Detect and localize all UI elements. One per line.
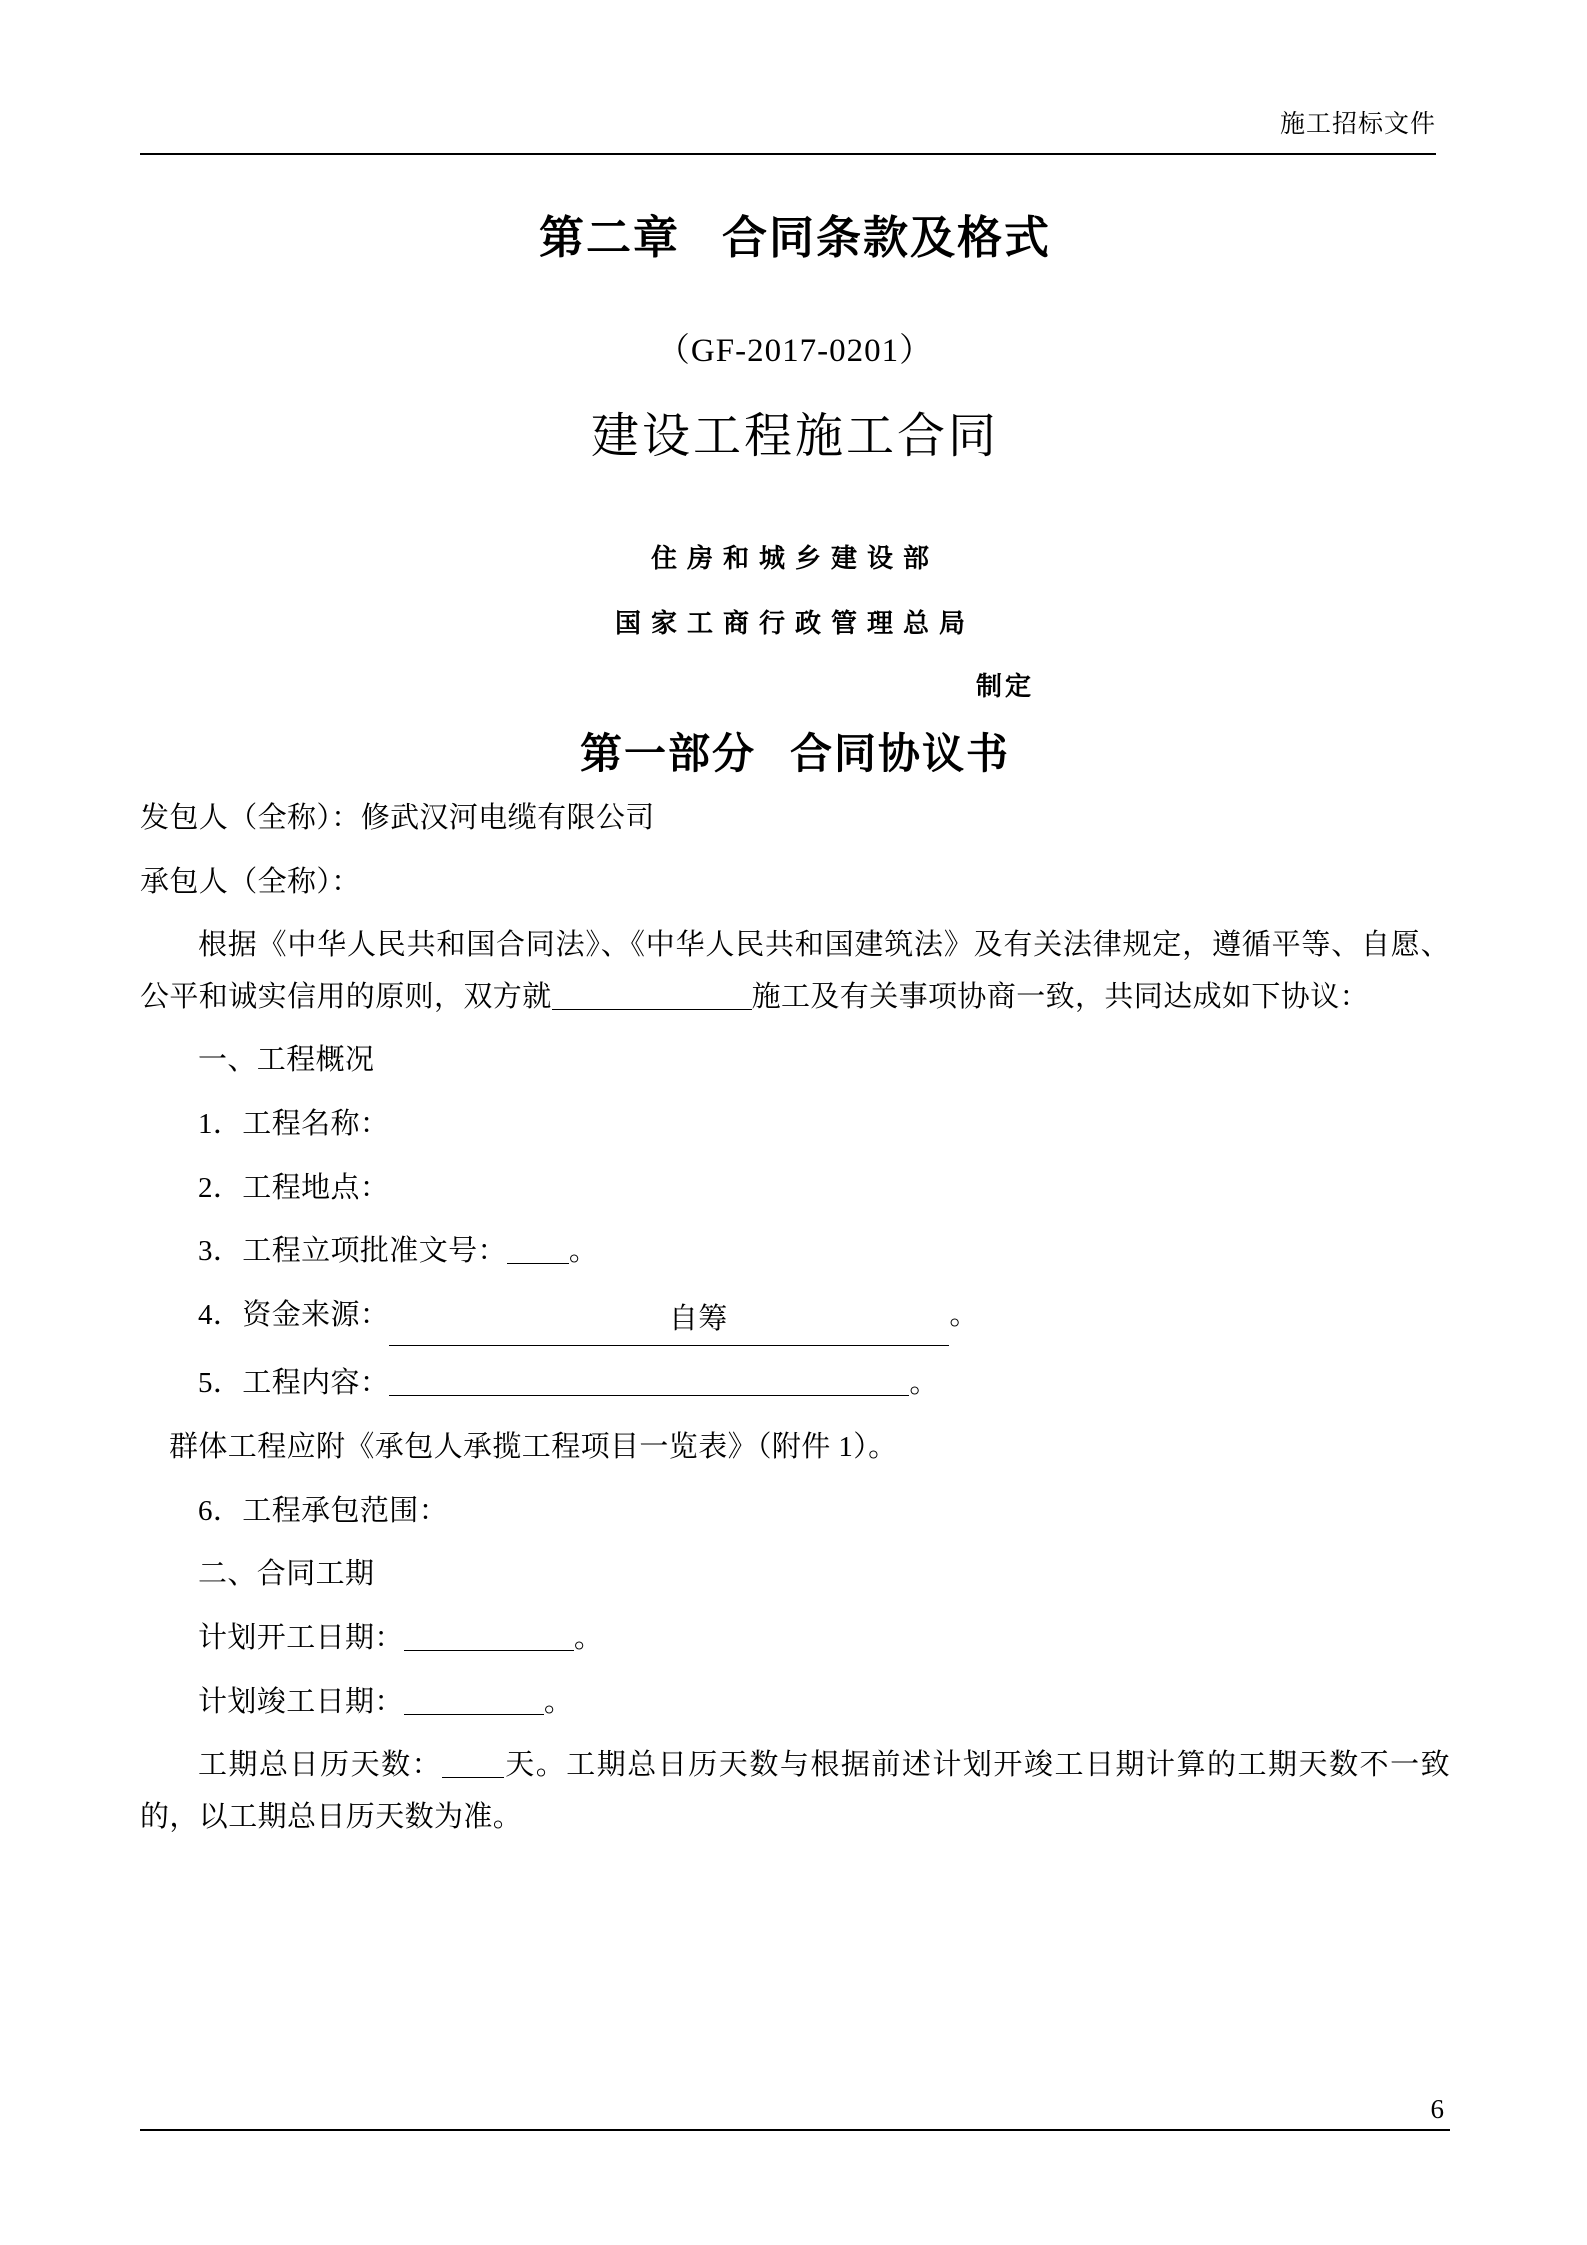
item-planned-start-date bbox=[140, 1613, 1450, 1665]
item-funding-source-period: 。 bbox=[949, 1298, 979, 1331]
item-total-calendar-days-label: 工期总日历天数： bbox=[198, 1749, 443, 1782]
footer-divider bbox=[140, 2129, 1450, 2131]
item-planned-start-date-period: 。 bbox=[573, 1621, 604, 1654]
item-approval-number-label: 3．工程立项批准文号： bbox=[198, 1235, 507, 1268]
preamble-text-part1: 根据《中华人民共和国合同法》、《中华人民共和国建筑法》及有关法律规定，遵循平等、自愿、公平和诚实信用的原则，双方就 bbox=[140, 929, 1450, 1013]
header-divider bbox=[140, 153, 1436, 155]
group-project-note: 群体工程应附《承包人承揽工程项目一览表》（附件 1）。 bbox=[169, 1431, 898, 1464]
item-planned-end-date bbox=[140, 1677, 1450, 1729]
funding-source-value: 自筹 bbox=[389, 1294, 949, 1347]
item-approval-number bbox=[140, 1226, 1450, 1278]
item-project-name: 1．工程名称： bbox=[198, 1108, 390, 1141]
employer-value: 修武汉河电缆有限公司 bbox=[360, 802, 655, 834]
part-title-number: 第一部分 bbox=[579, 730, 756, 777]
item-contract-scope: 6．工程承包范围： bbox=[198, 1494, 449, 1527]
preamble-text-part2: 施工及有关事项协商一致，共同达成如下协议： bbox=[751, 980, 1370, 1013]
item-project-content bbox=[140, 1358, 1450, 1410]
document-main-title: 建设工程施工合同 bbox=[590, 410, 999, 463]
item-funding-source bbox=[140, 1290, 1450, 1347]
part-title-text: 合同协议书 bbox=[790, 730, 1011, 777]
contractor-label: 承包人（全称）： bbox=[140, 865, 361, 898]
approval-number-blank bbox=[507, 1263, 569, 1264]
employer-label: 发包人（全称）： bbox=[140, 802, 361, 834]
item-planned-end-date-label: 计划竣工日期： bbox=[198, 1685, 404, 1718]
chapter-title bbox=[140, 201, 1450, 266]
item-approval-number-period: 。 bbox=[568, 1235, 599, 1268]
project-content-blank bbox=[389, 1395, 909, 1396]
item-total-calendar-days bbox=[140, 1740, 1450, 1843]
item-planned-start-date-label: 计划开工日期： bbox=[198, 1621, 404, 1654]
item-funding-source-label: 4．资金来源： bbox=[198, 1298, 390, 1331]
contractor-line bbox=[140, 857, 1450, 909]
issuer-administration: 国家工商行政管理总局 bbox=[614, 608, 975, 638]
footer-page-number: 6 bbox=[1430, 2094, 1444, 2124]
preamble-paragraph bbox=[140, 920, 1450, 1023]
project-name-blank bbox=[552, 1009, 752, 1010]
document-content bbox=[140, 0, 1450, 1843]
item-project-content-period: 。 bbox=[909, 1367, 939, 1400]
contract-code: （GF-2017-0201） bbox=[656, 333, 934, 369]
made-by-label: 制定 bbox=[975, 671, 1034, 701]
section-heading-contract-duration: 二、合同工期 bbox=[198, 1558, 375, 1591]
chapter-title-text: 合同条款及格式 bbox=[722, 212, 1052, 263]
part-title bbox=[140, 721, 1450, 781]
chapter-title-number: 第二章 bbox=[538, 212, 680, 263]
section-heading-project-overview: 一、工程概况 bbox=[198, 1044, 375, 1077]
item-total-calendar-days-text: 天。工期总日历天数与根据前述计划开竣工日期计算的工期天数不一致的，以工期总日历天数为准。 bbox=[140, 1749, 1451, 1833]
employer-line bbox=[140, 793, 1450, 845]
running-header-text: 施工招标文件 bbox=[1279, 111, 1436, 138]
planned-start-date-blank bbox=[404, 1650, 574, 1651]
item-project-content-label: 5．工程内容： bbox=[198, 1367, 390, 1400]
running-header bbox=[140, 0, 1450, 155]
issuer-ministry: 住房和城乡建设部 bbox=[650, 543, 939, 573]
planned-end-date-blank bbox=[404, 1714, 544, 1715]
total-calendar-days-blank bbox=[442, 1777, 504, 1778]
item-project-location: 2．工程地点： bbox=[198, 1171, 390, 1204]
page-footer bbox=[140, 2094, 1450, 2131]
item-planned-end-date-period: 。 bbox=[543, 1685, 574, 1718]
